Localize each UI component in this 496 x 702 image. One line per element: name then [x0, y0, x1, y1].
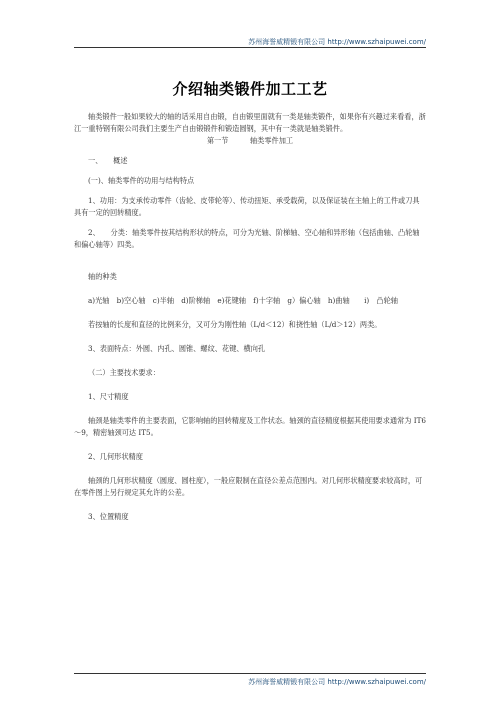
document-body: [74, 78, 426, 523]
item-function: 1、功用：为支承传动零件（齿轮、皮带轮等）、传动扭矩、承受载荷，以及保证装在主轴上的工件或刀具具有一定的回转精度。: [74, 196, 420, 217]
ratio-paragraph: 若按轴的长度和直径的比例来分，又可分为刚性轴（L/d＜12）和挠性轴（L/d＞12）两类。: [88, 320, 382, 329]
item-surface: 3、表面特点：外圆、内孔、圆锥、螺纹、花键、横向孔: [88, 344, 266, 353]
req-geometry-heading: 2、几何形状精度: [88, 452, 143, 461]
footer-rule: [74, 673, 426, 674]
subsection-heading-1: (一)、轴类零件的功用与结构特点: [88, 176, 195, 185]
page-footer: 苏州海誉威精锻有限公司 http://www.szhaipuwei.com/: [248, 678, 426, 686]
req-geometry-text: 轴颈的几何形状精度（圆度、圆柱度），一般应限制在直径公差点范围内。对几何形状精度要求较高时，可在零件图上另行规定其允许的公差。: [74, 476, 423, 497]
document-title: 介绍轴类锻件加工工艺: [172, 80, 328, 98]
page-header: 苏州海誉威精锻有限公司 http://www.szhaipuwei.com/: [248, 38, 426, 46]
req-position-heading: 3、位置精度: [88, 512, 129, 521]
kinds-heading: 轴的种类: [88, 272, 117, 281]
header-rule: [74, 47, 426, 48]
kinds-list: a)光轴 b)空心轴 c)半轴 d)阶梯轴 e)花键轴 f)十字轴 g）偏心轴 h)曲轴 i) 凸轮轴: [88, 296, 398, 305]
chapter-heading: 一、 概述: [88, 156, 128, 165]
intro-paragraph: 轴类锻件一般如果较大的轴的话采用自由锻，自由锻里面就有一类是轴类锻件，如果你有兴趣过来看看，浙江一重特钢有限公司我们主要生产自由锻锻件和锻造圆钢，其中有一类就是轴类锻件。: [74, 112, 426, 133]
section-heading: 第一节 轴类零件加工: [206, 136, 294, 145]
subsection-heading-2: （二）主要技术要求：: [88, 368, 160, 377]
req-dimension-heading: 1、尺寸精度: [88, 392, 129, 401]
item-classification: 2、 分类：轴类零件按其结构形状的特点，可分为光轴、阶梯轴、空心轴和异形轴（包括曲轴、凸轮轴和偏心轴等）四类。: [74, 228, 420, 249]
req-dimension-text: 轴颈是轴类零件的主要表面，它影响轴的回转精度及工作状态。轴颈的直径精度根据其使用要求通常为 IT6～9，精密轴颈可达 IT5。: [74, 416, 426, 437]
